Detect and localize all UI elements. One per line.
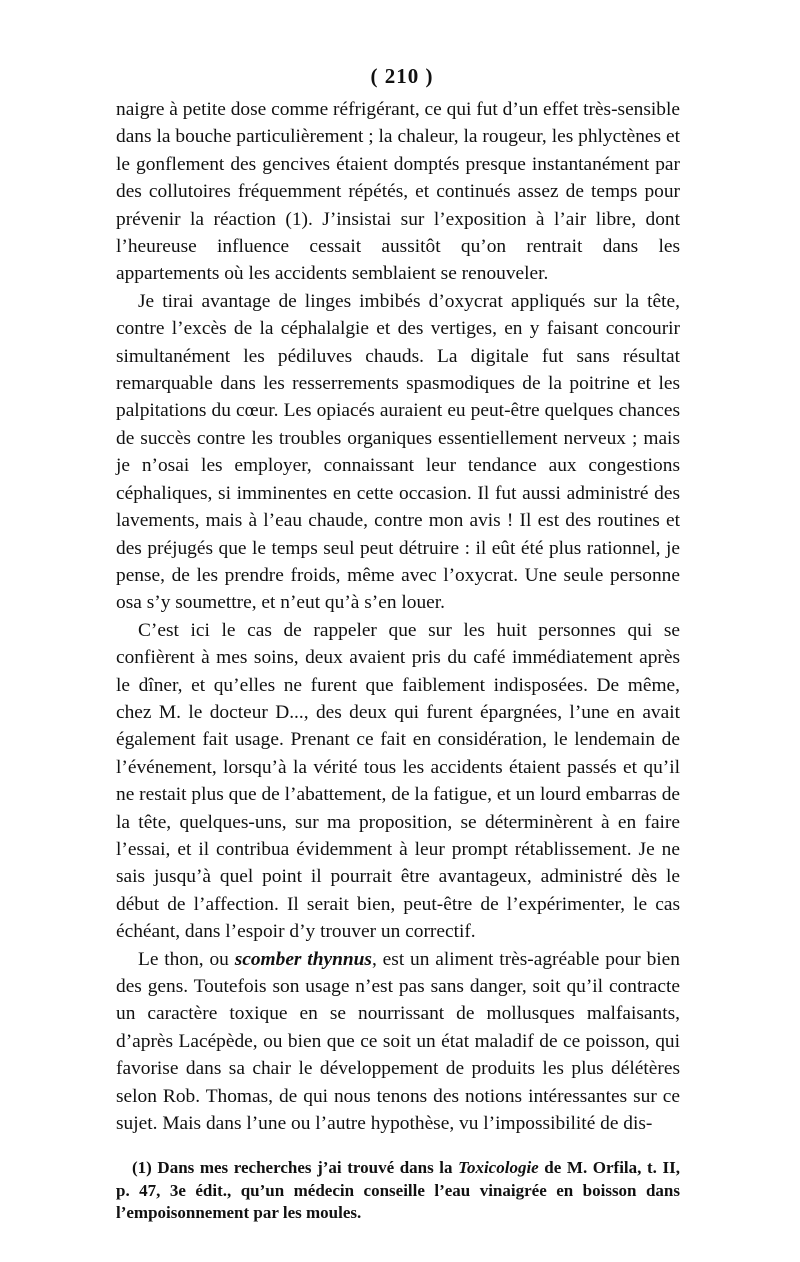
- footnote-start: (1) Dans mes recherches j’ai trouvé dans la: [132, 1158, 459, 1178]
- footnote-book-title: Toxicologie: [458, 1158, 539, 1178]
- footnote: [116, 1157, 680, 1225]
- scientific-name: scomber thynnus: [234, 948, 372, 970]
- paragraph-2: Je tirai avantage de linges imbibés d’oxycrat appliqués sur la tête, contre l’excès de la céphalalgie et des vertiges, en y faisant concourir simultanément les pédiluves chauds. La digitale fut sans résultat remarquable dans les resserrements spasmodiques de la poitrine et les palpitations du cœur. Les opiacés auraient eu peut-être quelques chances de succès contre les troubles organiques essentiellement nerveux ; mais je n’osai les employer, connaissant leur tendance aux congestions céphaliques, si imminentes en cette occasion. Il fut aussi administré des lavements, mais à l’eau chaude, contre mon avis ! Il est des routines et des préjugés que le temps seul peut détruire : il eût été plus rationnel, je pense, de les prendre froids, même avec l’oxycrat. Une seule personne osa s’y soumettre, et n’eut qu’à s’en louer.: [116, 290, 680, 614]
- paragraph-4-rest: , est un aliment très-agréable pour bien des gens. Toutefois son usage n’est pas sans danger, soit qu’il contracte un caractère toxique en se nourrissant de mollusques malfaisants, d’après Lacépède, ou bien que ce soit un état maladif de ce poisson, qui favorise dans sa chair le développement de produits les plus délétères selon Rob. Thomas, de qui nous tenons des notions intéressantes sur ce sujet. Mais dans l’une ou l’autre hypothèse, vu l’impossibilité de dis-: [116, 948, 680, 1135]
- page-number: ( 210 ): [370, 64, 434, 88]
- body-text: [116, 96, 680, 1137]
- footnote-rest: de M. Orfila, t. II, p. 47, 3e édit., qu’un médecin conseille l’eau vinaigrée en boisson dans l’empoisonnement par les moules.: [116, 1158, 680, 1223]
- paragraph-3: C’est ici le cas de rappeler que sur les huit personnes qui se confièrent à mes soins, deux avaient pris du café immédiatement après le dîner, et qu’elles ne furent que faiblement indisposées. De même, chez M. le docteur D..., des deux qui furent épargnées, l’une en avait également fait usage. Prenant ce fait en considération, le lendemain de l’événement, lorsqu’à la vérité tous les accidents étaient passés et qu’il ne restait plus que de l’abattement, de la fatigue, et un lourd embarras de la tête, quelques-uns, sur ma proposition, se déterminèrent à en faire l’essai, et il contribua évidemment à leur prompt rétablissement. Je ne sais jusqu’à quel point il pourrait être avantageux, administré dès le début de l’affection. Il serait bien, peut-être de l’expérimenter, le cas échéant, dans l’espoir d’y trouver un correctif.: [116, 619, 680, 943]
- book-page: [116, 60, 680, 1225]
- paragraph-4: [116, 946, 680, 1138]
- paragraph-1: naigre à petite dose comme réfrigérant, ce qui fut d’un effet très-sensible dans la bouche particulièrement ; la chaleur, la rougeur, les phlyctènes et le gonflement des gencives étaient domptés presque instantanément par des collutoires fréquemment répétés, et continués assez de temps pour prévenir la réaction (1). J’insistai sur l’exposition à l’air libre, dont l’heureuse influence cessait aussitôt qu’on rentrait dans les appartements où les accidents semblaient se renouveler.: [116, 99, 680, 285]
- paragraph-4-start: Le thon, ou: [138, 948, 235, 970]
